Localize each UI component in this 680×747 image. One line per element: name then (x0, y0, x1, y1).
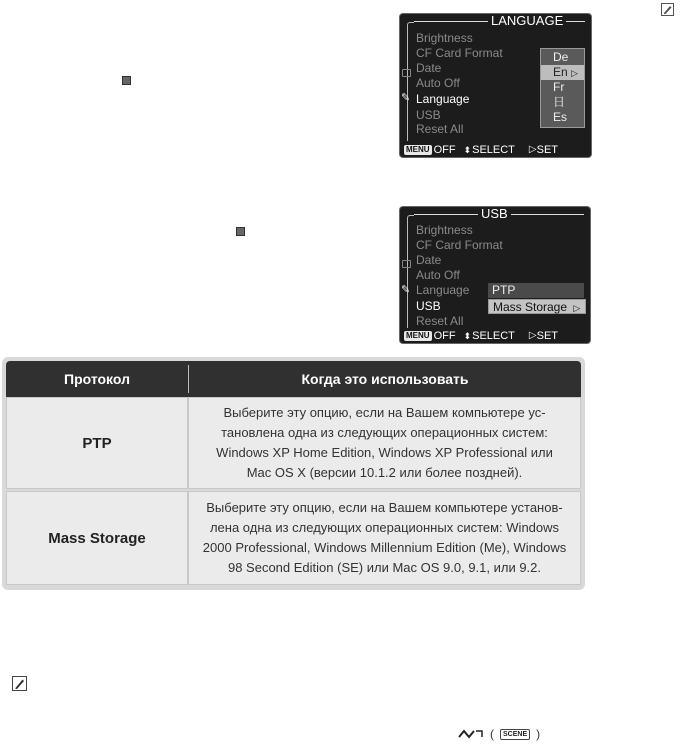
menu-item-cf-card-format[interactable]: CF Card Format (416, 46, 503, 60)
menu-button-badge: MENU (406, 145, 430, 154)
menu-item-language[interactable]: Language (416, 283, 470, 297)
screen-footer (400, 329, 590, 343)
arrow-right-icon: ▷ (528, 144, 537, 155)
paren-open: ( (490, 727, 494, 741)
menu-item-reset-all[interactable]: Reset All (416, 314, 464, 328)
off-label: OFF (433, 330, 456, 342)
menu-item-date[interactable]: Date (416, 61, 442, 75)
screen-title: USB (478, 207, 511, 221)
arrow-right-icon: ▷ (573, 303, 581, 313)
table-row-description (188, 491, 581, 585)
description-text (216, 403, 553, 483)
menu-item-language[interactable]: Language (416, 92, 470, 106)
description-line: тановлена одна из следующих операционных систем: (221, 425, 548, 440)
description-line: 2000 Professional, Windows Millennium Edition (Me), Windows (202, 540, 567, 555)
language-option-fr[interactable]: Fr (553, 80, 565, 94)
menu-frame (407, 215, 414, 328)
off-label: OFF (433, 144, 456, 156)
menu-item-cf-card-format[interactable]: CF Card Format (416, 238, 503, 252)
menu-item-date[interactable]: Date (416, 253, 442, 267)
menu-item-brightness[interactable]: Brightness (416, 223, 473, 237)
description-line: лена одна из следующих операционных систем: Windows (209, 520, 560, 535)
table-row-protocol: Mass Storage (6, 491, 188, 585)
select-label: SELECT (472, 330, 515, 342)
pencil-note-icon (12, 676, 27, 696)
table-row-description (188, 397, 581, 489)
screen-footer (400, 143, 591, 157)
language-option-de[interactable]: De (553, 50, 569, 64)
scene-mode-dial-icon (458, 728, 484, 740)
arrow-right-icon: ▷ (528, 330, 537, 341)
usb-option-ptp[interactable]: PTP (488, 283, 584, 298)
set-label: SET (536, 330, 559, 342)
camera-icon (402, 69, 411, 77)
setup-mode-icon (236, 227, 245, 236)
setup-pencil-icon: ✎ (401, 284, 411, 296)
arrow-right-icon: ▷ (571, 68, 578, 78)
description-line: 98 Second Edition (SE) или Mac OS 9.0, 9.1, или 9.2. (227, 560, 542, 575)
header-protocol: Протокол (64, 371, 130, 387)
scene-badge: SCENE (500, 729, 530, 740)
set-label: SET (536, 144, 559, 156)
menu-item-usb[interactable]: USB (416, 108, 441, 122)
usb-menu-screen (400, 207, 590, 343)
description-line: Выберите эту опцию, если на Вашем компьютере ус- (223, 405, 546, 420)
select-label: SELECT (472, 144, 515, 156)
setup-pencil-icon: ✎ (401, 92, 411, 104)
language-option-es[interactable]: Es (553, 110, 568, 124)
menu-frame (407, 22, 414, 141)
usb-option-label: Mass Storage (493, 300, 568, 314)
screen-title: LANGUAGE (488, 14, 566, 28)
language-options-panel (540, 48, 585, 128)
menu-item-reset-all[interactable]: Reset All (416, 122, 464, 136)
header-when-to-use: Когда это использовать (301, 371, 469, 387)
description-line: Mac OS X (версии 10.1.2 или более поздней). (246, 465, 523, 480)
pencil-note-icon (660, 2, 674, 16)
scene-mode-reference (458, 727, 540, 741)
menu-item-auto-off[interactable]: Auto Off (416, 268, 460, 282)
up-down-arrow-icon: ⬍ (463, 145, 472, 155)
language-option-jp[interactable]: 日 (553, 95, 566, 109)
paren-close: ) (536, 727, 541, 741)
menu-item-usb[interactable]: USB (416, 299, 441, 313)
camera-icon (402, 260, 411, 268)
usb-option-mass-storage[interactable] (488, 299, 586, 314)
menu-button-badge: MENU (406, 331, 430, 340)
language-option-label: En (553, 65, 568, 79)
language-menu-screen (400, 14, 591, 157)
description-text (203, 498, 566, 578)
table-row-protocol: PTP (6, 397, 188, 489)
up-down-arrow-icon: ⬍ (463, 331, 472, 341)
setup-mode-icon (122, 76, 131, 85)
description-line: Выберите эту опцию, если на Вашем компьютере установ- (206, 500, 563, 515)
menu-item-brightness[interactable]: Brightness (416, 31, 473, 45)
description-line: Windows XP Home Edition, Windows XP Professional или (216, 445, 553, 460)
protocol-table (2, 357, 585, 590)
language-option-en[interactable] (541, 65, 584, 80)
table-header (6, 361, 581, 397)
menu-item-auto-off[interactable]: Auto Off (416, 76, 460, 90)
